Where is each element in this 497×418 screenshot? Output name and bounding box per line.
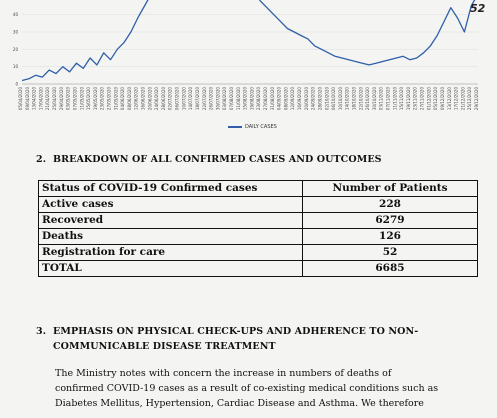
x-tick-label: 18/10/2020 (351, 87, 357, 111)
x-tick-label: 26/07/2020 (208, 87, 214, 111)
x-tick-label: 03/08/2020 (222, 87, 228, 111)
x-tick-label: 16/06/2020 (140, 87, 146, 111)
x-tick-label: 09/12/2020 (439, 87, 445, 111)
table-cell-status: Recovered (39, 213, 303, 229)
series-end-label: 52 (470, 2, 486, 15)
x-tick-label: 14/10/2020 (344, 87, 350, 111)
x-tick-label: 03/11/2020 (378, 87, 384, 111)
table-cell-status: Active cases (39, 197, 303, 213)
x-tick-label: 31/05/2020 (113, 87, 119, 111)
y-tick-label: 30 (12, 29, 18, 35)
x-tick-label: 17/12/2020 (453, 87, 459, 111)
section-3-paragraph (55, 366, 487, 411)
x-tick-label: 15/11/2020 (399, 87, 405, 111)
x-tick-label: 07/08/2020 (228, 87, 234, 111)
table-cell-count: 6685 (303, 261, 478, 277)
table-cell-status: TOTAL (39, 261, 303, 277)
x-tick-label: 08/09/2020 (283, 87, 289, 111)
confirmed-cases-table (38, 180, 478, 277)
x-tick-label: 23/08/2020 (256, 87, 262, 111)
section-2-heading (36, 154, 382, 165)
x-tick-label: 18/07/2020 (194, 87, 200, 111)
table-cell-status: Deaths (39, 229, 303, 245)
chart-legend (228, 124, 277, 130)
x-tick-label: 06/07/2020 (174, 87, 180, 111)
x-tick-label: 19/05/2020 (92, 87, 98, 111)
table-row (39, 197, 478, 213)
x-tick-label: 10/07/2020 (181, 87, 187, 111)
x-tick-label: 20/06/2020 (147, 87, 153, 111)
x-tick-label: 04/09/2020 (276, 87, 282, 111)
x-tick-label: 19/08/2020 (249, 87, 255, 111)
x-tick-label: 24/09/2020 (310, 87, 316, 111)
x-tick-label: 02/10/2020 (324, 87, 330, 111)
y-tick-label: 0 (15, 81, 18, 87)
x-tick-label: 11/08/2020 (235, 87, 241, 111)
table-row (39, 229, 478, 245)
y-tick-label: 10 (12, 64, 18, 70)
table-cell-count: 6279 (303, 213, 478, 229)
x-tick-label: 26/10/2020 (365, 87, 371, 111)
table-row (39, 213, 478, 229)
x-tick-label: 19/11/2020 (405, 87, 411, 111)
y-tick-label: 20 (12, 46, 18, 52)
table-row (39, 245, 478, 261)
x-tick-label: 02/07/2020 (167, 87, 173, 111)
x-tick-label: 27/05/2020 (106, 87, 112, 111)
x-tick-label: 31/08/2020 (269, 87, 275, 111)
legend-label: DAILY CASES (245, 124, 277, 130)
paragraph-line: confirmed COVID-19 cases as a result of co-existing medical conditions such as (55, 383, 439, 394)
table-cell-count: 228 (303, 197, 478, 213)
series-line-daily-cases (22, 0, 478, 81)
x-tick-label: 25/04/2020 (52, 87, 58, 111)
x-tick-label: 25/12/2020 (467, 87, 473, 111)
x-tick-label: 17/04/2020 (38, 87, 44, 111)
x-tick-label: 21/12/2020 (460, 87, 466, 111)
x-tick-label: 15/05/2020 (86, 87, 92, 111)
x-tick-label: 03/05/2020 (65, 87, 71, 111)
x-tick-label: 27/08/2020 (263, 87, 269, 111)
section-2-number: 2. (36, 154, 47, 165)
x-tick-label: 20/09/2020 (303, 87, 309, 111)
table-header-status: Status of COVID-19 Confirmed cases (39, 181, 303, 197)
table-cell-count: 126 (303, 229, 478, 245)
table-cell-status: Registration for care (39, 245, 303, 261)
x-tick-label: 08/06/2020 (126, 87, 132, 111)
x-tick-label: 07/05/2020 (72, 87, 78, 111)
section-3-title-line2: COMMUNICABLE DISEASE TREATMENT (53, 341, 276, 352)
x-tick-label: 09/04/2020 (24, 87, 30, 111)
x-tick-label: 07/11/2020 (385, 87, 391, 111)
table-cell-count: 52 (303, 245, 478, 261)
x-tick-label: 29/12/2020 (474, 87, 479, 111)
x-tick-label: 13/04/2020 (31, 87, 37, 111)
x-tick-label: 05/12/2020 (433, 87, 439, 111)
x-tick-label: 30/10/2020 (371, 87, 377, 111)
table-header-row (39, 181, 478, 197)
daily-cases-chart (0, 0, 497, 140)
x-tick-label: 22/07/2020 (201, 87, 207, 111)
section-3-number: 3. (36, 326, 47, 337)
section-2-title: BREAKDOWN OF ALL CONFIRMED CASES AND OUTCOMES (53, 154, 382, 165)
x-tick-label: 24/06/2020 (154, 87, 160, 111)
x-tick-label: 27/11/2020 (419, 87, 425, 111)
x-tick-label: 28/06/2020 (160, 87, 166, 111)
chart-svg (0, 0, 497, 140)
x-tick-label: 21/04/2020 (45, 87, 51, 111)
x-tick-label: 11/11/2020 (392, 87, 398, 111)
x-tick-label: 11/05/2020 (79, 87, 85, 111)
x-tick-label: 23/05/2020 (99, 87, 105, 111)
x-tick-label: 23/11/2020 (412, 87, 418, 111)
x-tick-label: 04/06/2020 (120, 87, 126, 111)
x-tick-label: 12/09/2020 (290, 87, 296, 111)
section-3-title-line1: EMPHASIS ON PHYSICAL CHECK-UPS AND ADHERENCE TO NON- (53, 326, 419, 337)
section-3-heading (36, 324, 418, 354)
paragraph-line: The Ministry notes with concern the increase in numbers of deaths of (55, 368, 392, 379)
x-tick-label: 14/07/2020 (188, 87, 194, 111)
legend-swatch (228, 126, 242, 128)
x-tick-label: 05/04/2020 (18, 87, 23, 111)
x-tick-label: 22/10/2020 (358, 87, 364, 111)
x-tick-label: 30/07/2020 (215, 87, 221, 111)
x-tick-label: 01/12/2020 (426, 87, 432, 111)
x-tick-label: 16/09/2020 (297, 87, 303, 111)
x-tick-label: 10/10/2020 (337, 87, 343, 111)
x-tick-label: 15/08/2020 (242, 87, 248, 111)
x-tick-label: 28/09/2020 (317, 87, 323, 111)
table-row (39, 261, 478, 277)
y-tick-label: 40 (12, 12, 18, 18)
x-tick-label: 06/10/2020 (331, 87, 337, 111)
paragraph-line: Diabetes Mellitus, Hypertension, Cardiac Disease and Asthma. We therefore (55, 398, 424, 409)
x-tick-label: 29/04/2020 (58, 87, 64, 111)
table-header-patients: Number of Patients (303, 181, 478, 197)
x-tick-label: 13/12/2020 (446, 87, 452, 111)
x-tick-label: 12/06/2020 (133, 87, 139, 111)
